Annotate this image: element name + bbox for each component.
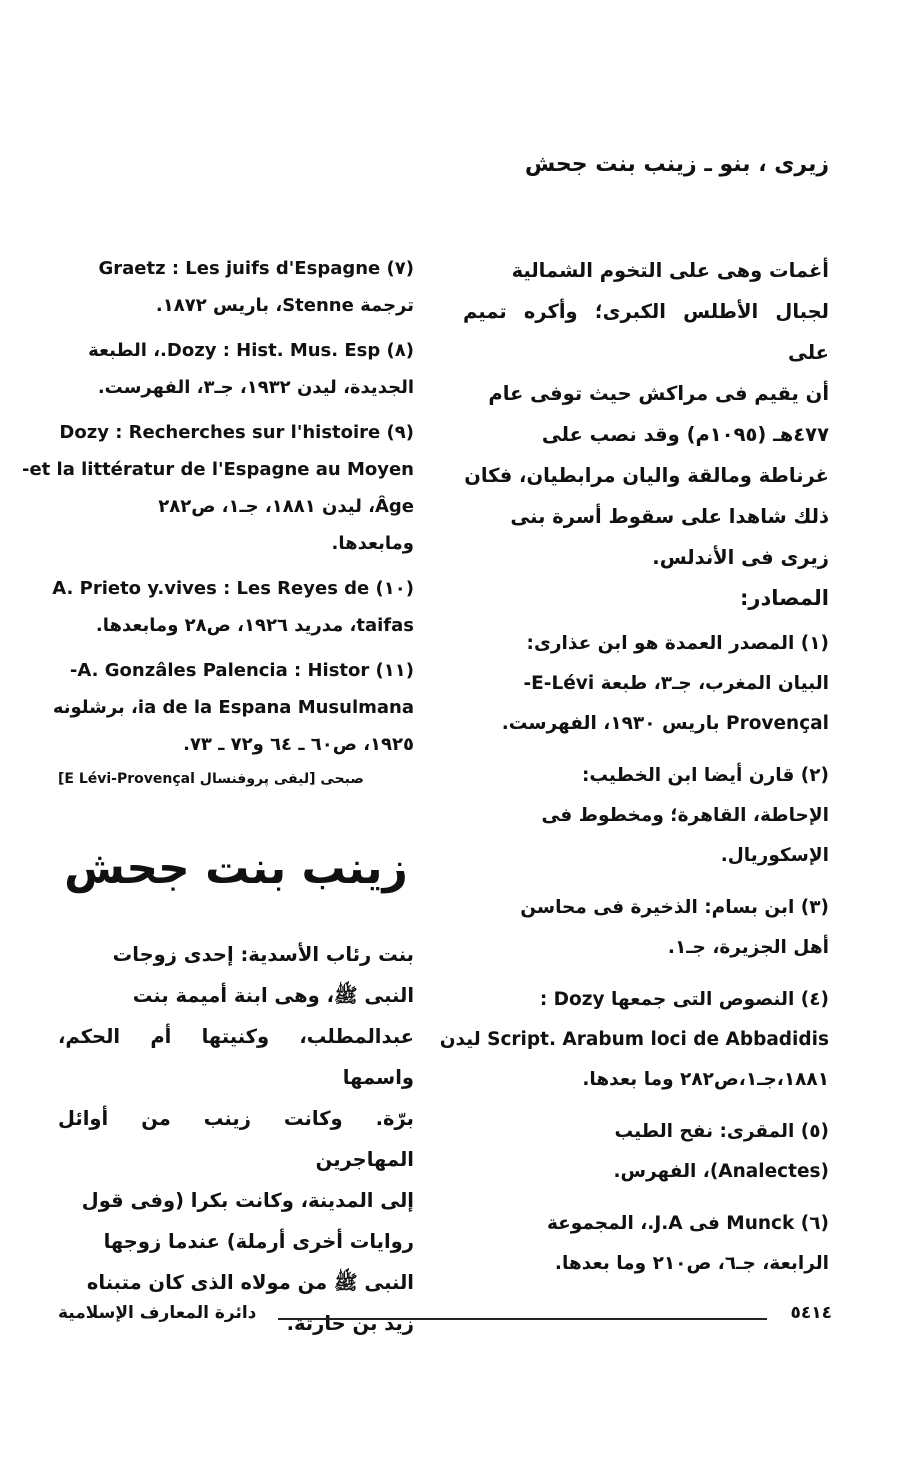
- note-line: (٧) Graetz : Les juifs d'Espagne: [98, 258, 414, 279]
- intro-line: غرناطة ومالقة واليان مرابطيان، فكان: [464, 464, 829, 487]
- note-line: (٦) Munck فى J.A.، المجموعة: [546, 1213, 829, 1234]
- note-line: الإحاطة، القاهرة؛ ومخطوط فى: [541, 805, 829, 826]
- note-line: (Analectes)، الفهرس.: [613, 1161, 829, 1182]
- source-note-4: [439, 980, 829, 1100]
- article-line: عبدالمطلب، وكنيتها أم الحكم، واسمها: [58, 1025, 414, 1089]
- note-line: Provençal باريس ١٩٣٠، الفهرست.: [501, 713, 829, 734]
- note-line: (٥) المقرى: نفح الطيب: [614, 1121, 829, 1142]
- source-note-7: [58, 250, 414, 324]
- article-title: زينب بنت جحش: [64, 843, 408, 894]
- page-number: ٥٤١٤: [790, 1303, 832, 1323]
- intro-line: ذلك شاهدا على سقوط أسرة بنى: [510, 505, 829, 528]
- note-line: (٣) ابن بسام: الذخيرة فى محاسن: [520, 897, 829, 918]
- note-line: et la littératur de l'Espagne au Moyen-: [21, 459, 414, 480]
- note-line: (٩) Dozy : Recherches sur l'histoire: [59, 422, 414, 443]
- article-line: بنت رئاب الأسدية: إحدى زوجات: [112, 943, 414, 966]
- note-line: taifas، مدريد ١٩٢٦، ص٢٨ ومابعدها.: [95, 615, 414, 636]
- note-line: (٨) Dozy : Hist. Mus. Esp.، الطبعة: [88, 340, 414, 361]
- source-note-3: [463, 888, 829, 968]
- source-note-11: [52, 652, 414, 763]
- note-line: ١٩٢٥، ص٦٠ ـ ٦٤ و٧٢ ـ ٧٣.: [183, 734, 414, 755]
- source-note-5: [463, 1112, 829, 1192]
- intro-line: أغمات وهى على التخوم الشمالية: [511, 259, 829, 282]
- intro-line: أن يقيم فى مراكش حيث توفى عام: [488, 382, 829, 405]
- article-line: النبى ﷺ، وهى ابنة أميمة بنت: [132, 984, 414, 1007]
- note-line: أهل الجزيرة، جـ١.: [667, 937, 829, 958]
- note-line: البيان المغرب، جـ٣، طبعة E-Lévi-: [523, 673, 829, 694]
- source-note-6: [463, 1204, 829, 1284]
- publication-name: دائرة المعارف الإسلامية: [58, 1303, 257, 1323]
- running-head: زيرى ، بنو ـ زينب بنت جحش: [524, 152, 829, 177]
- article-paragraph: [58, 934, 414, 1344]
- article-line: روايات أخرى أرملة) عندما زوجها: [103, 1230, 414, 1253]
- article-line: إلى المدينة، وكانت بكرا (وفى قول: [81, 1189, 414, 1212]
- note-line: الإسكوريال.: [720, 845, 829, 866]
- note-line: ترجمة Stenne، باريس ١٨٧٢.: [155, 295, 414, 316]
- note-line: (١١) A. Gonzâles Palencia : Histor-: [69, 660, 414, 681]
- article-line: النبى ﷺ من مولاه الذى كان متبناه: [86, 1271, 414, 1294]
- note-line: ١٨٨١،جـ١،ص٢٨٢ وما بعدها.: [582, 1069, 829, 1090]
- note-line: (١) المصدر العمدة هو ابن عذارى:: [526, 633, 829, 654]
- sources-heading: المصادر:: [739, 586, 829, 610]
- footer-divider: [278, 1318, 767, 1320]
- article-line: برّة. وكانت زينب من أوائل المهاجرين: [58, 1107, 414, 1171]
- note-line: Script. Arabum loci de Abbadidis ليدن: [439, 1029, 829, 1050]
- source-note-10: [52, 570, 414, 644]
- source-note-2: [463, 756, 829, 876]
- note-line: (٤) النصوص التى جمعها Dozy :: [539, 989, 829, 1010]
- note-line: (٢) قارن أيضا ابن الخطيب:: [581, 765, 829, 786]
- intro-paragraph: [463, 250, 829, 578]
- page-footer: [58, 1303, 832, 1333]
- author-signature: صبحى [ليفى پروفنسال E Lévi-Provençal]: [58, 771, 364, 787]
- note-line: ia de la Espana Musulmana، برشلونه: [52, 697, 414, 718]
- note-line: الجديدة، ليدن ١٩٣٢، جـ٣، الفهرست.: [97, 377, 414, 398]
- right-column: [439, 250, 829, 1296]
- note-line: Âge، ليدن ١٨٨١، جـ١، ص٢٨٢: [158, 496, 414, 517]
- source-note-8: [58, 332, 414, 406]
- intro-line: ٤٧٧هـ (١٠٩٥م) وقد نصب على: [541, 423, 829, 446]
- source-note-1: [463, 624, 829, 744]
- source-note-9: [21, 414, 414, 562]
- note-line: الرابعة، جـ٦، ص٢١٠ وما بعدها.: [554, 1253, 829, 1274]
- intro-line: زيرى فى الأندلس.: [652, 546, 829, 569]
- left-column: [21, 250, 414, 1344]
- note-line: ومابعدها.: [331, 533, 414, 554]
- intro-line: لجبال الأطلس الكبرى؛ وأكره تميم على: [463, 300, 829, 364]
- note-line: (١٠) A. Prieto y.vives : Les Reyes de: [52, 578, 414, 599]
- article-line: زيد بن حارثة.: [286, 1312, 414, 1335]
